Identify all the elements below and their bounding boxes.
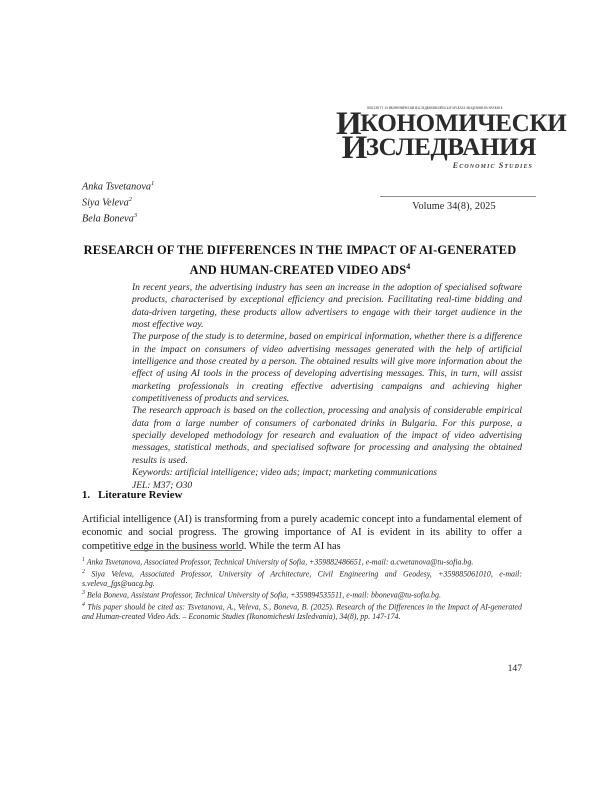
author-entry: [82, 194, 154, 210]
masthead-dropcap-2: И: [341, 130, 366, 166]
title-footnote-marker: 4: [406, 261, 411, 271]
section-number: 1.: [82, 490, 91, 501]
author-name: Siya Veleva: [82, 197, 129, 209]
abstract-paragraph: The research approach is based on the collection, processing and analysis of considerable empirical data from a large number of consumers of carbonated drinks in Bulgaria. For this purpose, a specially developed methodology for research and evaluation of the impact of video advertising messages, statistical methods, and specialised software for processing and analysing the obtained results is used.: [132, 406, 522, 466]
abstract-paragraph: In recent years, the advertising industry has seen an increase in the adoption of specialised software products, characterised by exceptional efficiency and precision. Facilitating real-time bidding and data-driven targeting, these products allow advertisers to engage with their target audience in the most effective way.: [132, 283, 522, 331]
author-footnote-marker: 1: [150, 180, 155, 187]
footnote-marker: 4: [82, 601, 85, 608]
footnote-list: [82, 556, 522, 622]
masthead-subtitle: Economic Studies: [452, 161, 533, 170]
footnote-item: [82, 568, 522, 589]
body-paragraph: Artificial intelligence (AI) is transforming from a purely academic concept into a fundamental element of economic and social progress. The growing importance of AI is evident in its ability to offer a competitive edge in the business world. While the term AI has: [82, 514, 522, 552]
institute-line: ИНСТИТУТ ЗА ИКОНОМИЧЕСКИ ИЗСЛЕДВАНИЯ ПРИ БЪЛГАРСКАТА АКАДЕМИЯ НА НАУКИТЕ: [367, 106, 503, 111]
footnote-text: Siya Veleva, Associated Professor, University of Architecture, Civil Engineering and Geodesy, +359885061010, e-mail: s.veleva_fgs@uacg.bg.: [82, 569, 522, 589]
section-heading: [82, 490, 182, 501]
footnote-text: This paper should be cited as: Tsvetanova, A., Veleva, S., Boneva, B. (2025). Research of the Differences in the Impact of AI-generated and Human-created Video Ads. – Economic Studies (Ikonomicheski Izsledvania), 34(8), pp. 147-174.: [82, 602, 523, 622]
footnote-marker: 3: [82, 589, 85, 596]
footnote-text: Anka Tsvetanova, Associated Professor, Technical University of Sofia, +359882486651, e-mail: a.cwetanova@tu-sofia.bg.: [86, 557, 474, 567]
section-title: Literature Review: [98, 490, 183, 501]
volume-block: [372, 196, 536, 212]
footnote-divider: [130, 550, 242, 551]
page-title: [78, 243, 522, 278]
journal-masthead: [336, 106, 567, 170]
masthead-title-rest-2: ЗСЛЕДВАНИЯ: [365, 134, 536, 161]
author-name: Anka Tsvetanova: [82, 181, 151, 193]
abstract-paragraph: The purpose of the study is to determine, based on empirical information, whether there is a difference in the impact on consumers of video advertising messages generated with the help of artificial intelligence and those created by a person. The obtained results will give more information about the effect of using AI tools in the process of developing advertising messages. This, in turn, will assist marketing professionals in creating effective advertising campaigns and achieving higher competitiveness of products and services.: [132, 332, 522, 405]
author-entry: [82, 178, 154, 194]
volume-divider: [380, 196, 536, 197]
footnote-marker: 2: [82, 568, 85, 575]
author-footnote-marker: 3: [133, 211, 138, 219]
keywords-line: Keywords: artificial intelligence; video ads; impact; marketing communications: [132, 468, 437, 479]
masthead-title-rest-1: КОНОМИЧЕСКИ: [360, 110, 567, 137]
author-list: [82, 178, 154, 226]
author-entry: [82, 210, 154, 226]
abstract-block: [132, 282, 522, 492]
footnote-marker: 1: [82, 557, 85, 563]
author-footnote-marker: 2: [128, 195, 132, 203]
footnote-item: [82, 601, 522, 622]
jel-line: JEL: M37; O30: [132, 480, 193, 491]
author-name: Bela Boneva: [82, 213, 134, 225]
footnote-item: [82, 556, 522, 568]
masthead-dropcap-1: И: [336, 106, 361, 142]
page-content: [64, 0, 567, 800]
footnote-item: [82, 589, 522, 601]
volume-text: Volume 34(8), 2025: [412, 201, 496, 212]
page-number: 147: [507, 663, 522, 674]
article-title-text: RESEARCH OF THE DIFFERENCES IN THE IMPACT OF AI-GENERATED AND HUMAN-CREATED VIDEO ADS: [83, 243, 517, 277]
footnote-text: Bela Boneva, Assistant Professor, Technical University of Sofia, +359894535511, e-mail: bboneva@tu-sofia.bg.: [86, 590, 441, 600]
